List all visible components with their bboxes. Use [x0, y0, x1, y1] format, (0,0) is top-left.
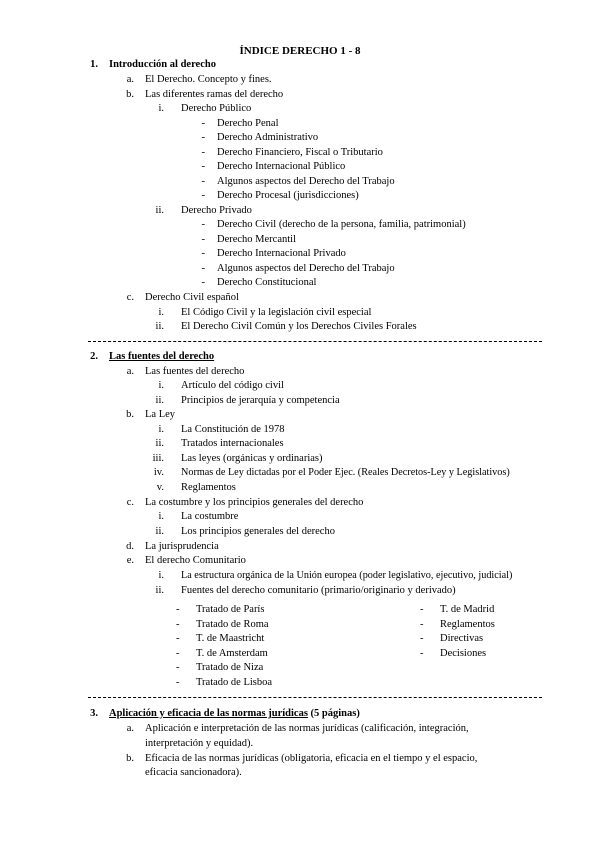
section-divider: [88, 697, 542, 698]
section-number: 3.: [90, 708, 98, 719]
section-number: 1.: [90, 59, 98, 70]
section-title: Las fuentes del derecho: [109, 351, 215, 362]
section-divider: [88, 341, 542, 342]
page-title: ÍNDICE DERECHO 1 - 8: [239, 45, 361, 57]
section-title: Introducción al derecho: [109, 59, 216, 70]
section-title: Aplicación y eficacia de las normas jurídicas: [109, 708, 308, 719]
section-number: 2.: [90, 351, 98, 362]
section-title-suffix: (5 páginas): [307, 708, 360, 719]
